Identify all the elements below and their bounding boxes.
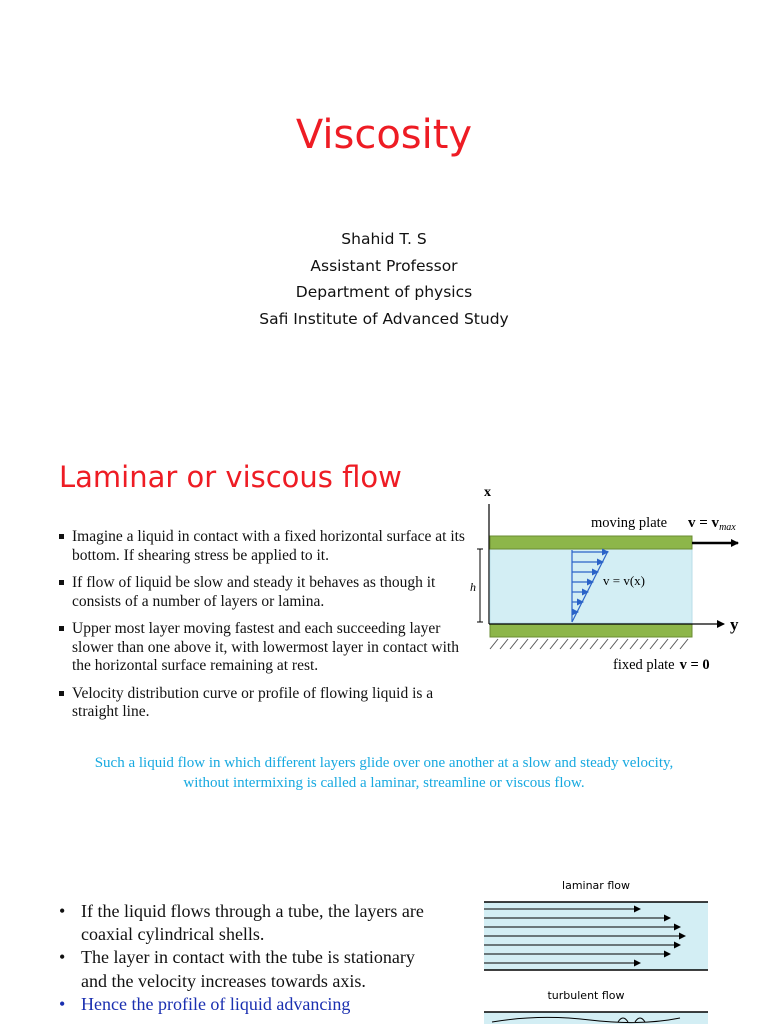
definition-text: Such a liquid flow in which different layers glide over one another at a slow and steady velocity, without intermixing is called a laminar, streamline or viscous flow.: [94, 755, 674, 791]
tube-bullet-item: • If the liquid flows through a tube, the layers are coaxial cylindrical shells.: [59, 900, 434, 946]
moving-plate-equation: $v = v_{max}$: [688, 515, 736, 533]
ground-hatching: [490, 639, 688, 649]
bullet-item: Velocity distribution curve or profile of flowing liquid is a straight line.: [59, 685, 467, 722]
author-department: Department of physics: [295, 283, 473, 301]
moving-plate-label: moving plate: [591, 515, 668, 531]
x-axis-label: x: [484, 485, 491, 500]
profile-label: v = v(x): [603, 573, 645, 588]
slide-heading: Laminar or viscous flow: [59, 460, 402, 494]
fixed-plate-label: fixed plate v = 0: [613, 657, 710, 673]
moving-plate: [490, 536, 692, 549]
bullet-item: Imagine a liquid in contact with a fixed horizontal surface at its bottom. If shearing stress be applied to it.: [59, 528, 467, 565]
bullet-item: If flow of liquid be slow and steady it behaves as though it consists of a number of layers or lamina.: [59, 574, 467, 611]
author-position: Assistant Professor: [310, 256, 458, 275]
slide-title: Viscosity: [295, 112, 473, 158]
height-label: h: [470, 580, 476, 594]
tube-bullet-list: [59, 900, 434, 1016]
laminar-flow-diagram: [458, 484, 758, 684]
fluid-layer: [490, 549, 692, 623]
title-slide: [0, 0, 768, 420]
bullet-list: [59, 528, 467, 731]
bullet-item: Upper most layer moving fastest and each succeeding layer slower than one above it, with lowermost layer in contact with the horizontal surface remaining at rest.: [59, 620, 467, 676]
fixed-plate: [490, 624, 692, 637]
tube-flow-diagram: [480, 876, 716, 1024]
tube-bullet-item: • Hence the profile of liquid advancing: [59, 993, 434, 1016]
turbulent-tube: [484, 1012, 708, 1024]
laminar-flow-label: laminar flow: [562, 879, 630, 892]
y-axis-label: y: [730, 615, 739, 634]
author-institute: Safi Institute of Advanced Study: [259, 309, 509, 328]
author-block: [0, 226, 768, 332]
author-name: Shahid T. S: [341, 230, 427, 248]
tube-bullet-item: • The layer in contact with the tube is stationary and the velocity increases towards axis.: [59, 946, 434, 992]
turbulent-flow-label: turbulent flow: [547, 989, 625, 1002]
